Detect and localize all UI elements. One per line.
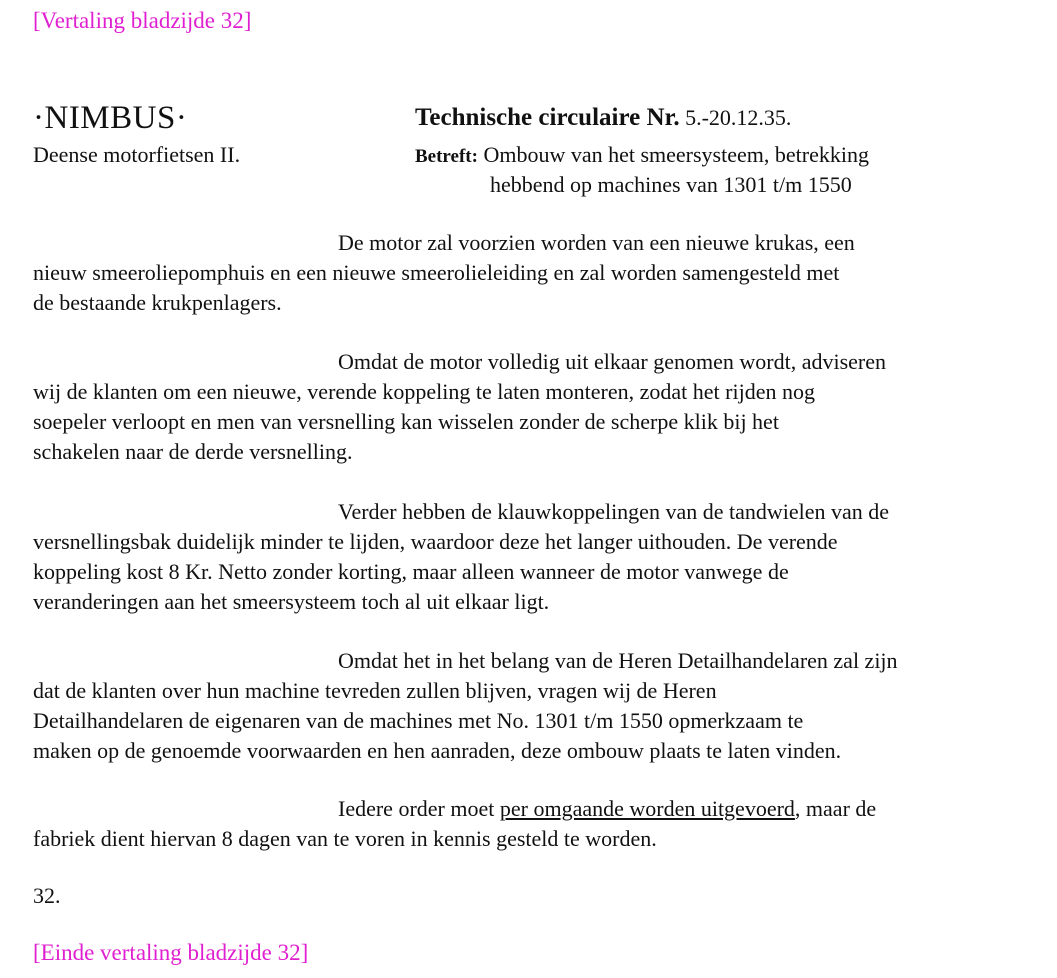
translation-end-note: [Einde vertaling bladzijde 32] [33, 940, 309, 965]
circular-number: 5.-20.12.35. [679, 105, 792, 130]
paragraph-orders [33, 794, 1003, 854]
paragraph-line: dat de klanten over hun machine tevreden zullen blijven, vragen wij de Heren [33, 678, 717, 703]
paragraph-line: soepeler verloopt en men van versnelling kan wisselen zonder de scherpe klik bij het [33, 409, 779, 434]
paragraph-line: veranderingen aan het smeersysteem toch al uit elkaar ligt. [33, 589, 550, 614]
paragraph-line: Detailhandelaren de eigenaren van de machines met No. 1301 t/m 1550 opmerkzaam te [33, 708, 804, 733]
paragraph-line: nieuw smeeroliepomphuis en een nieuwe smeerolieleiding en zal worden samengesteld met [33, 260, 840, 285]
paragraph-crankshaft [33, 228, 1003, 318]
paragraph-gearbox [33, 497, 1003, 617]
paragraph-line: versnellingsbak duidelijk minder te lijden, waardoor deze het langer uithouden. De verende [33, 529, 838, 554]
subject-line-2: hebbend op machines van 1301 t/m 1550 [490, 172, 852, 197]
paragraph-line: koppeling kost 8 Kr. Netto zonder korting, maar alleen wanneer de motor vanwege de [33, 559, 789, 584]
paragraph-line: fabriek dient hiervan 8 dagen van te voren in kennis gesteld te worden. [33, 826, 657, 851]
orders-text-before: Iedere order moet [338, 796, 500, 821]
paragraph-line: De motor zal voorzien worden van een nieuwe krukas, een [338, 230, 855, 255]
orders-underlined-text: per omgaande worden uitgevoerd [499, 796, 795, 821]
paragraph-line: wij de klanten om een nieuwe, verende koppeling te laten monteren, zodat het rijden nog [33, 379, 815, 404]
paragraph-line [33, 794, 1003, 824]
paragraph-line: Omdat de motor volledig uit elkaar genomen wordt, adviseren [338, 349, 887, 374]
paragraph-dealers [33, 646, 1003, 766]
paragraph-line: Verder hebben de klauwkoppelingen van de tandwielen van de [338, 499, 890, 524]
paragraph-line: Omdat het in het belang van de Heren Detailhandelaren zal zijn [338, 648, 898, 673]
subject-line-1: Ombouw van het smeersysteem, betrekking [477, 142, 869, 167]
paragraph-line: de bestaande krukpenlagers. [33, 290, 282, 315]
orders-text-after: , maar de [794, 796, 877, 821]
brand-logo-text: ·NIMBUS· [33, 100, 188, 136]
letterhead-subtitle: Deense motorfietsen II. [33, 142, 241, 167]
paragraph-clutch-advice [33, 347, 1003, 467]
circular-heading [415, 104, 791, 132]
translation-start-note: [Vertaling bladzijde 32] [33, 8, 252, 33]
circular-title: Technische circulaire Nr. [415, 104, 680, 131]
paragraph-line: maken op de genoemde voorwaarden en hen aanraden, deze ombouw plaats te laten vinden. [33, 738, 842, 763]
subject-row [415, 142, 869, 168]
paragraph-line: schakelen naar de derde versnelling. [33, 439, 353, 464]
page-number: 32. [33, 883, 61, 908]
subject-label: Betreft: [415, 146, 478, 167]
